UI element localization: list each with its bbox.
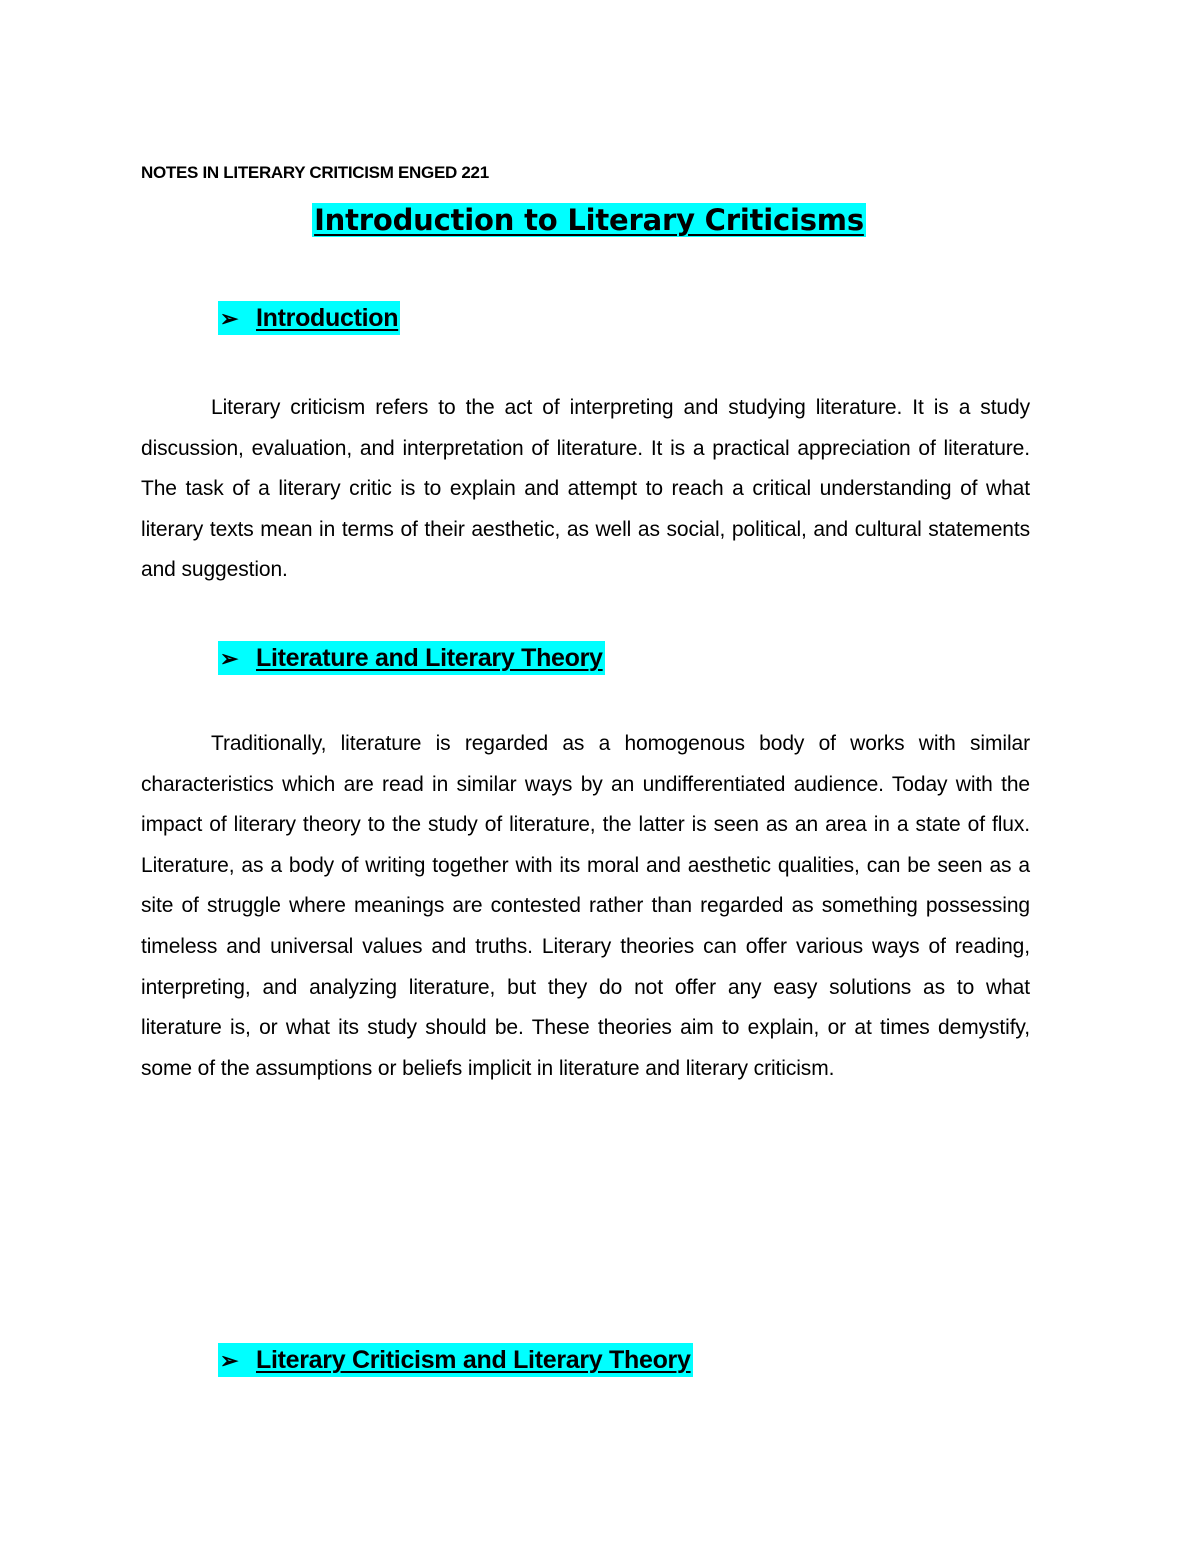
section-heading-literature-and-literary-theory [218,641,605,675]
section-heading-text: Literature and Literary Theory [256,644,603,672]
course-header: NOTES IN LITERARY CRITICISM ENGED 221 [141,163,489,182]
arrow-bullet-icon: ➢ [220,646,239,671]
arrow-bullet-icon: ➢ [220,306,239,331]
paragraph-literature-and-literary-theory: Traditionally, literature is regarded as a homogenous body of works with similar characteristics which are read in similar ways by an undifferentiated audience. Today with the impact of literary theory to the study of literature, the latter is seen as an area in a state of flux. Literature, as a body of writing together with its moral and aesthetic qualities, can be seen as a site of struggle where meanings are contested rather than regarded as something possessing timeless and universal values and truths. Literary theories can offer various ways of reading, interpreting, and analyzing literature, but they do not offer any easy solutions as to what literature is, or what its study should be. These theories aim to explain, or at times demystify, some of the assumptions or beliefs implicit in literature and literary criticism. [141,732,1030,1080]
section-heading-introduction [218,301,400,335]
section-heading-text: Introduction [256,304,399,332]
section-heading-text: Literary Criticism and Literary Theory [256,1346,691,1374]
document-title-text: Introduction to Literary Criticisms [314,203,864,237]
section-heading-literary-criticism-and-literary-theory [218,1343,693,1377]
paragraph-introduction: Literary criticism refers to the act of interpreting and studying literature. It is a study discussion, evaluation, and interpretation of literature. It is a practical appreciation of literature. The task of a literary critic is to explain and attempt to reach a critical understanding of what literary texts mean in terms of their aesthetic, as well as social, political, and cultural statements and suggestion. [141,396,1030,582]
arrow-bullet-icon: ➢ [220,1348,239,1373]
document-title [0,200,1178,246]
